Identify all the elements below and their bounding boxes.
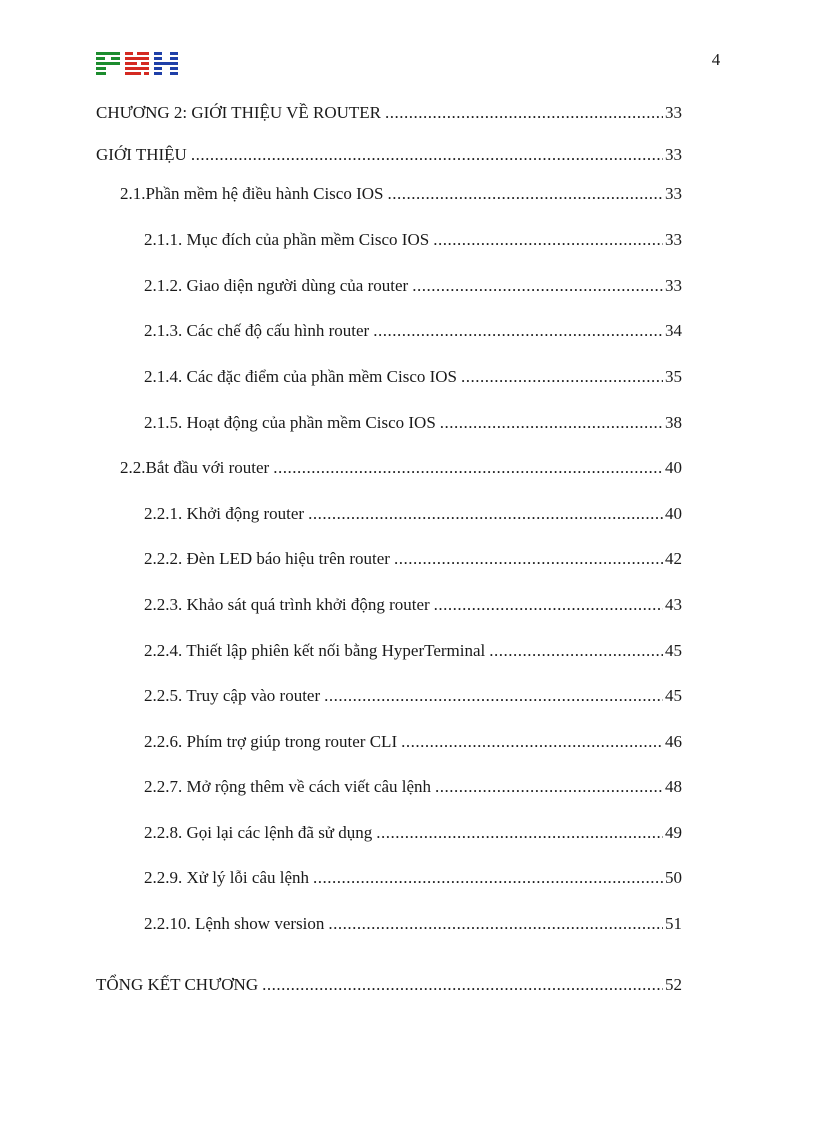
pnh-logo	[96, 52, 178, 78]
toc-entry-title: 2.1.5. Hoạt động của phần mềm Cisco IOS	[144, 413, 436, 432]
toc-entry-title: 2.2.2. Đèn LED báo hiệu trên router	[144, 549, 390, 568]
toc-entry[interactable]	[144, 683, 682, 709]
toc-entry-title: 2.1.4. Các đặc điểm của phần mềm Cisco IOS	[144, 367, 458, 386]
toc-entry-page: 35	[665, 367, 682, 386]
toc-entry-page: 51	[665, 914, 682, 933]
toc-entry-title: 2.2.4. Thiết lập phiên kết nối bằng HyperTerminal	[144, 641, 486, 660]
dot-leader	[435, 774, 663, 800]
toc-entry-page: 33	[665, 145, 682, 164]
dot-leader	[461, 364, 663, 390]
toc-entry-page: 42	[665, 549, 682, 568]
toc-entry[interactable]	[144, 227, 682, 253]
toc-entry-page: 33	[665, 230, 682, 249]
toc-entry-title: 2.1.3. Các chế độ cấu hình router	[144, 321, 370, 340]
toc-entry[interactable]	[144, 546, 682, 572]
toc-entry-page: 38	[665, 413, 682, 432]
toc-entry-page: 46	[665, 732, 682, 751]
toc-entry-page: 45	[665, 686, 682, 705]
toc-entry-page: 48	[665, 777, 682, 796]
dot-leader	[313, 865, 663, 891]
toc-entry-page: 40	[665, 504, 682, 523]
toc-entry[interactable]	[144, 820, 682, 846]
toc-entry[interactable]	[144, 774, 682, 800]
toc-entry-page: 33	[665, 184, 682, 203]
toc-entry[interactable]	[144, 501, 682, 527]
toc-entry[interactable]	[144, 729, 682, 755]
toc-entry-title: 2.2.1. Khởi động router	[144, 504, 305, 523]
dot-leader	[324, 683, 663, 709]
dot-leader	[328, 911, 663, 937]
toc-entry-page: 49	[665, 823, 682, 842]
toc-entry-title: 2.2.7. Mở rộng thêm về cách viết câu lệnh	[144, 777, 432, 796]
toc-entry[interactable]	[144, 273, 682, 299]
dot-leader	[412, 273, 663, 299]
toc-entry-title: TỔNG KẾT CHƯƠNG	[96, 975, 259, 994]
toc-entry-page: 45	[665, 641, 682, 660]
toc-entry-page: 43	[665, 595, 682, 614]
toc-entry-title: 2.1.Phần mềm hệ điều hành Cisco IOS	[120, 184, 384, 203]
toc-entry-title: 2.2.3. Khảo sát quá trình khởi động router	[144, 595, 430, 614]
dot-leader	[401, 729, 663, 755]
toc-entry-title: 2.2.10. Lệnh show version	[144, 914, 325, 933]
dot-leader	[489, 638, 663, 664]
dot-leader	[440, 410, 663, 436]
toc-entry-title: CHƯƠNG 2: GIỚI THIỆU VỀ ROUTER	[96, 103, 382, 122]
toc-entry-page: 33	[665, 276, 682, 295]
toc-entry[interactable]	[96, 972, 682, 998]
dot-leader	[434, 592, 663, 618]
toc-entry-title: 2.2.5. Truy cập vào router	[144, 686, 321, 705]
dot-leader	[394, 546, 663, 572]
toc-entry-page: 52	[665, 975, 682, 994]
toc-entry[interactable]	[120, 455, 682, 481]
toc-entry-title: 2.2.Bắt đầu với router	[120, 458, 270, 477]
toc-entry[interactable]	[144, 911, 682, 937]
toc-entry-title: 2.1.2. Giao diện người dùng của router	[144, 276, 409, 295]
page-number: 4	[711, 50, 721, 69]
toc-entry-page: 33	[665, 103, 682, 122]
toc-entry-title: 2.2.9. Xử lý lỗi câu lệnh	[144, 868, 310, 887]
dot-leader	[433, 227, 663, 253]
dot-leader	[273, 455, 663, 481]
toc-entry-title: 2.1.1. Mục đích của phần mềm Cisco IOS	[144, 230, 430, 249]
toc-entry[interactable]	[144, 865, 682, 891]
toc-entry[interactable]	[96, 142, 682, 168]
dot-leader	[191, 142, 663, 168]
toc-entry[interactable]	[144, 638, 682, 664]
toc-entry-title: GIỚI THIỆU	[96, 145, 187, 164]
toc-entry[interactable]	[96, 100, 682, 126]
dot-leader	[376, 820, 663, 846]
dot-leader	[308, 501, 663, 527]
toc-entry[interactable]	[144, 410, 682, 436]
toc-entry[interactable]	[144, 592, 682, 618]
toc-entry[interactable]	[144, 318, 682, 344]
dot-leader	[385, 100, 663, 126]
toc-entry-page: 34	[665, 321, 682, 340]
dot-leader	[373, 318, 663, 344]
toc-entry-page: 50	[665, 868, 682, 887]
toc-entry-page: 40	[665, 458, 682, 477]
toc-entry[interactable]	[144, 364, 682, 390]
toc-entry[interactable]	[120, 181, 682, 207]
dot-leader	[262, 972, 663, 998]
dot-leader	[387, 181, 663, 207]
toc-entry-title: 2.2.8. Gọi lại các lệnh đã sử dụng	[144, 823, 373, 842]
toc-entry-title: 2.2.6. Phím trợ giúp trong router CLI	[144, 732, 398, 751]
